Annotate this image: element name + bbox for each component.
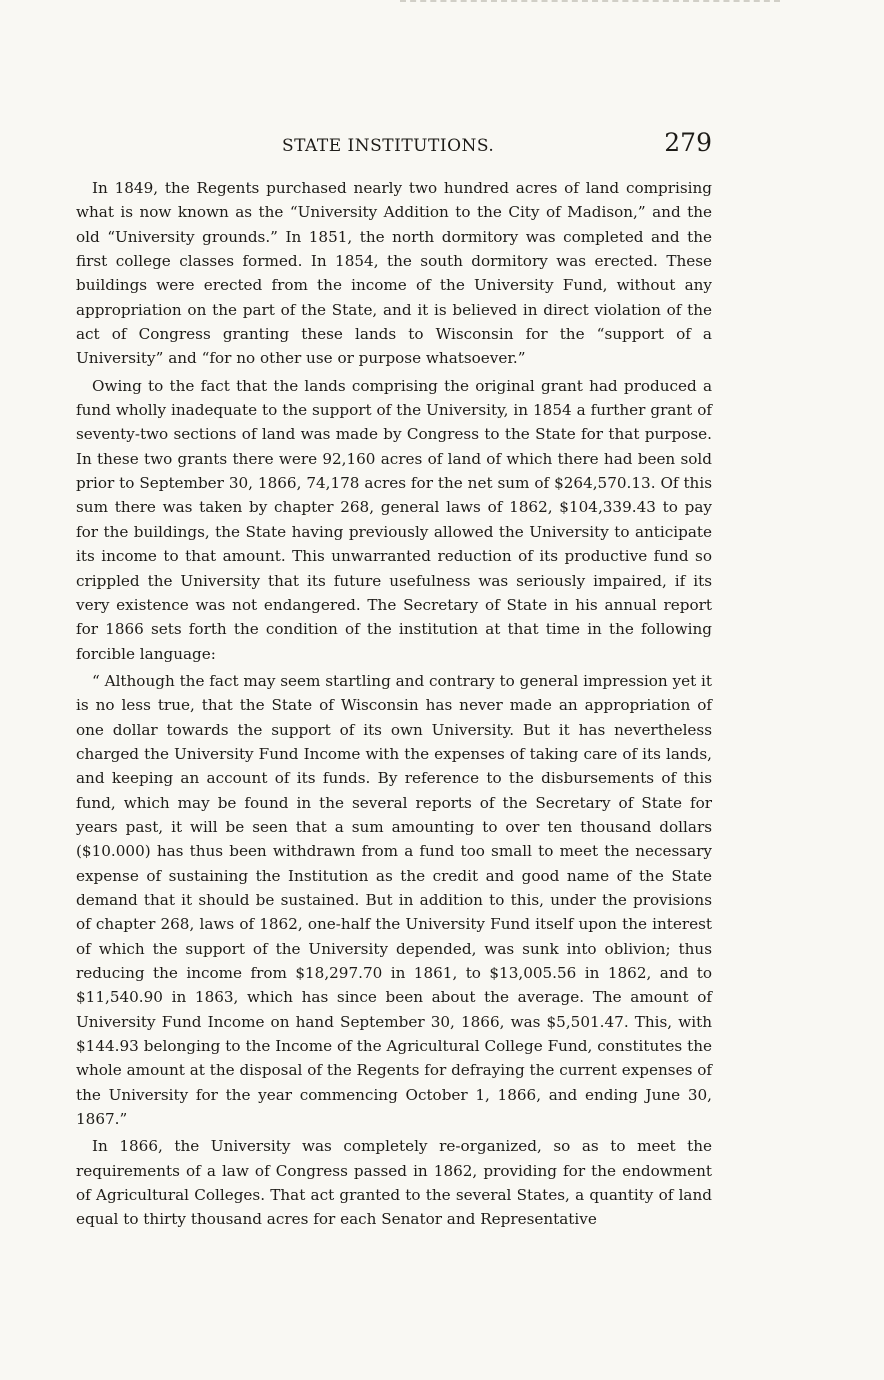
- running-title: STATE INSTITUTIONS.: [282, 136, 495, 156]
- paragraph-land-grant: Owing to the fact that the lands comprising the original grant had produced a fund wholly inadequate to the support of the University, in 1854 a further grant of seventy-two sections of land was made by Congress to the State for that purpose. In these two grants there were 92,160 acres of land of which there had been sold prior to September 30, 1866, 74,178 acres for the net sum of $264,570.13. Of this sum there was taken by chapter 268, general laws of 1862, $104,339.43 to pay for the buildings, the State having previously allowed the University to anticipate its income to that amount. This unwarranted reduction of its productive fund so crippled the University that its future usefulness was seriously impaired, if its very existence was not endangered. The Secretary of State in his annual report for 1866 sets forth the condition of the institution at that time in the following forcible language:: [76, 376, 712, 663]
- scan-edge-artifact: [400, 0, 780, 6]
- page-number: 279: [664, 128, 712, 157]
- body-text: [76, 176, 712, 1232]
- paragraph-reorganization: In 1866, the University was completely re-organized, so as to meet the requirements of a law of Congress passed in 1862, providing for the endowment of Agricultural Colleges. That act granted to the several States, a quantity of land equal to thirty thousand acres for each Senator and Representative: [76, 1137, 712, 1229]
- page-header: [76, 128, 712, 164]
- paragraph-regents-purchase: In 1849, the Regents purchased nearly two hundred acres of land comprising what is now known as the “University Addition to the City of Madison,” and the old “University grounds.” In 1851, the north dormitory was completed and the first college classes formed. In 1854, the south dormitory was erected. These buildings were erected from the income of the University Fund, without any appropriation on the part of the State, and it is believed in direct violation of the act of Congress granting these lands to Wisconsin for the “support of a University” and “for no other use or purpose whatsoever.”: [76, 179, 712, 368]
- paragraph-secretary-quote: “ Although the fact may seem startling and contrary to general impression yet it is no less true, that the State of Wisconsin has never made an appropriation of one dollar towards the support of its own University. But it has nevertheless charged the University Fund Income with the expenses of taking care of its lands, and keeping an account of its funds. By reference to the disbursements of this fund, which may be found in the several reports of the Secretary of State for years past, it will be seen that a sum amounting to over ten thousand dollars ($10.000) has thus been withdrawn from a fund too small to meet the necessary expense of sustaining the Institution as the credit and good name of the State demand that it should be sustained. But in addition to this, under the provisions of chapter 268, laws of 1862, one-half the University Fund itself upon the interest of which the support of the University depended, was sunk into oblivion; thus reducing the income from $18,297.70 in 1861, to $13,005.56 in 1862, and to $11,540.90 in 1863, which has since been about the average. The amount of University Fund Income on hand September 30, 1866, was $5,501.47. This, with $144.93 belonging to the Income of the Agricultural College Fund, constitutes the whole amount at the disposal of the Regents for defraying the current expenses of the University for the year commencing October 1, 1866, and ending June 30, 1867.”: [76, 671, 712, 1129]
